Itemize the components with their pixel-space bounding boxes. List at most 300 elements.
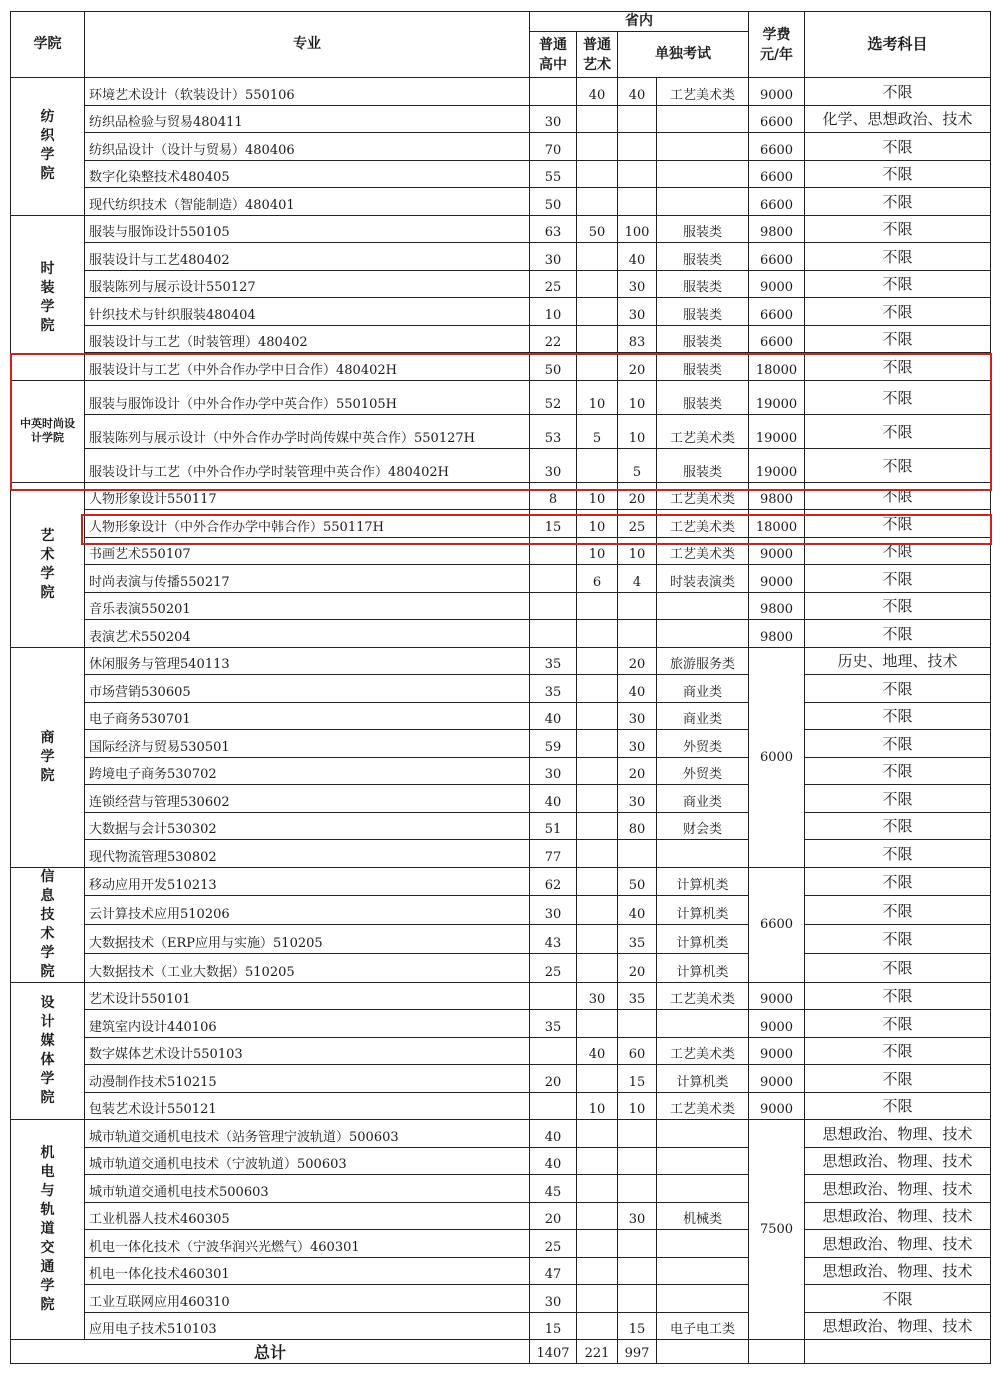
table-row (11, 867, 991, 896)
table-row (11, 1230, 991, 1258)
general-hs-quota: 47 (530, 1257, 577, 1285)
exam-category: 计算机类 (657, 1065, 749, 1093)
elective-subjects: 不限 (805, 243, 991, 271)
table-row (11, 592, 991, 620)
general-hs-quota (530, 1092, 577, 1120)
general-art-quota: 10 (577, 380, 618, 414)
single-exam-quota: 15 (618, 1312, 657, 1340)
single-exam-quota: 20 (618, 353, 657, 381)
table-row (11, 298, 991, 326)
major-name: 城市轨道交通机电技术（宁波轨道）500603 (85, 1147, 530, 1175)
table-row (11, 1312, 991, 1340)
exam-category: 工艺美术类 (657, 1092, 749, 1120)
elective-subjects: 不限 (805, 925, 991, 954)
table-row (11, 1037, 991, 1065)
general-art-quota (577, 840, 618, 868)
general-art-quota (577, 896, 618, 925)
elective-subjects: 不限 (805, 448, 991, 482)
general-hs-quota: 51 (530, 812, 577, 840)
exam-category: 工艺美术类 (657, 982, 749, 1010)
exam-category (657, 840, 749, 868)
exam-category (657, 1120, 749, 1148)
general-art-quota (577, 592, 618, 620)
general-hs-quota: 35 (530, 647, 577, 675)
table-row (11, 896, 991, 925)
tuition-fee: 9000 (749, 537, 805, 565)
table-row (11, 353, 991, 381)
tuition-fee: 9800 (749, 592, 805, 620)
exam-category: 工艺美术类 (657, 78, 749, 106)
elective-subjects: 不限 (805, 298, 991, 326)
header-single-exam: 单独考试 (618, 32, 749, 78)
exam-category: 财会类 (657, 812, 749, 840)
table-row (11, 510, 991, 538)
general-art-quota (577, 1120, 618, 1148)
header-major: 专业 (85, 12, 530, 78)
table-row (11, 215, 991, 243)
tuition-fee: 7500 (749, 1120, 805, 1340)
general-hs-quota: 35 (530, 1010, 577, 1038)
total-art: 221 (577, 1340, 618, 1364)
major-name: 机电一体化技术（宁波华润兴光燃气）460301 (85, 1230, 530, 1258)
exam-category: 工艺美术类 (657, 482, 749, 510)
general-hs-quota: 40 (530, 785, 577, 813)
tuition-fee: 18000 (749, 353, 805, 381)
general-hs-quota: 20 (530, 1202, 577, 1230)
general-art-quota: 10 (577, 482, 618, 510)
elective-subjects: 思想政治、物理、技术 (805, 1230, 991, 1258)
single-exam-quota: 20 (618, 647, 657, 675)
table-row (11, 1092, 991, 1120)
tuition-fee: 9000 (749, 982, 805, 1010)
major-name: 时尚表演与传播550217 (85, 565, 530, 593)
elective-subjects: 思想政治、物理、技术 (805, 1312, 991, 1340)
tuition-fee: 6600 (749, 325, 805, 353)
college-cell (11, 78, 85, 216)
tuition-fee: 19000 (749, 414, 805, 448)
general-art-quota: 10 (577, 1092, 618, 1120)
major-name: 大数据技术（ERP应用与实施）510205 (85, 925, 530, 954)
elective-subjects: 不限 (805, 510, 991, 538)
college-cell (11, 482, 85, 647)
single-exam-quota: 10 (618, 537, 657, 565)
general-art-quota (577, 448, 618, 482)
elective-subjects: 不限 (805, 982, 991, 1010)
major-name: 服装设计与工艺（中外合作办学中日合作）480402H (85, 353, 530, 381)
general-art-quota (577, 812, 618, 840)
college-cell (11, 867, 85, 982)
general-art-quota: 6 (577, 565, 618, 593)
total-hs: 1407 (530, 1340, 577, 1364)
general-art-quota (577, 675, 618, 703)
general-art-quota (577, 325, 618, 353)
college-name: 中英时尚设计学院 (20, 417, 75, 444)
exam-category: 计算机类 (657, 925, 749, 954)
tuition-fee: 6600 (749, 160, 805, 188)
general-art-quota (577, 298, 618, 326)
general-hs-quota: 25 (530, 953, 577, 982)
elective-subjects: 不限 (805, 1092, 991, 1120)
elective-subjects: 化学、思想政治、技术 (805, 105, 991, 133)
exam-category: 服装类 (657, 325, 749, 353)
table-row (11, 565, 991, 593)
major-name: 音乐表演550201 (85, 592, 530, 620)
single-exam-quota: 50 (618, 867, 657, 896)
general-hs-quota: 30 (530, 105, 577, 133)
general-hs-quota: 25 (530, 270, 577, 298)
table-row (11, 537, 991, 565)
single-exam-quota: 20 (618, 757, 657, 785)
exam-category: 计算机类 (657, 953, 749, 982)
total-label: 总计 (11, 1340, 530, 1364)
exam-category: 旅游服务类 (657, 647, 749, 675)
major-name: 人物形象设计（中外合作办学中韩合作）550117H (85, 510, 530, 538)
elective-subjects: 不限 (805, 380, 991, 414)
table-row (11, 243, 991, 271)
elective-subjects: 不限 (805, 270, 991, 298)
major-name: 应用电子技术510103 (85, 1312, 530, 1340)
major-name: 休闲服务与管理540113 (85, 647, 530, 675)
general-hs-quota: 50 (530, 188, 577, 216)
general-hs-quota: 30 (530, 757, 577, 785)
single-exam-quota: 30 (618, 1202, 657, 1230)
general-hs-quota: 40 (530, 1120, 577, 1148)
general-hs-quota: 55 (530, 160, 577, 188)
elective-subjects: 思想政治、物理、技术 (805, 1120, 991, 1148)
general-hs-quota: 52 (530, 380, 577, 414)
general-art-quota (577, 1175, 618, 1203)
major-name: 工业互联网应用460310 (85, 1285, 530, 1313)
general-art-quota (577, 160, 618, 188)
tuition-fee: 9000 (749, 1092, 805, 1120)
general-hs-quota: 30 (530, 1285, 577, 1313)
general-hs-quota: 62 (530, 867, 577, 896)
table-row (11, 757, 991, 785)
single-exam-quota (618, 188, 657, 216)
tuition-fee: 9800 (749, 482, 805, 510)
major-name: 服装设计与工艺（时装管理）480402 (85, 325, 530, 353)
table-row (11, 325, 991, 353)
major-name: 服装与服饰设计（中外合作办学中英合作）550105H (85, 380, 530, 414)
table-row (11, 620, 991, 648)
single-exam-quota: 20 (618, 953, 657, 982)
elective-subjects: 不限 (805, 896, 991, 925)
exam-category (657, 1230, 749, 1258)
major-name: 服装陈列与展示设计（中外合作办学时尚传媒中英合作）550127H (85, 414, 530, 448)
elective-subjects: 不限 (805, 133, 991, 161)
general-art-quota: 30 (577, 982, 618, 1010)
elective-subjects: 不限 (805, 1065, 991, 1093)
general-hs-quota (530, 1037, 577, 1065)
college-name: 时装学院 (40, 260, 55, 334)
major-name: 城市轨道交通机电技术500603 (85, 1175, 530, 1203)
major-name: 国际经济与贸易530501 (85, 730, 530, 758)
exam-category: 服装类 (657, 298, 749, 326)
elective-subjects: 不限 (805, 78, 991, 106)
tuition-fee: 9000 (749, 1065, 805, 1093)
table-row (11, 1147, 991, 1175)
table-row (11, 1257, 991, 1285)
table-row (11, 105, 991, 133)
major-name: 跨境电子商务530702 (85, 757, 530, 785)
elective-subjects: 不限 (805, 675, 991, 703)
major-name: 建筑室内设计440106 (85, 1010, 530, 1038)
general-hs-quota: 20 (530, 1065, 577, 1093)
college-name: 设计媒体学院 (40, 994, 55, 1106)
major-name: 现代纺织技术（智能制造）480401 (85, 188, 530, 216)
college-name: 纺织学院 (40, 109, 55, 183)
major-name: 针织技术与针织服装480404 (85, 298, 530, 326)
single-exam-quota (618, 620, 657, 648)
table-row (11, 133, 991, 161)
single-exam-quota: 30 (618, 730, 657, 758)
single-exam-quota: 40 (618, 78, 657, 106)
elective-subjects: 历史、地理、技术 (805, 647, 991, 675)
single-exam-quota (618, 1230, 657, 1258)
college-cell (11, 982, 85, 1120)
exam-category: 服装类 (657, 270, 749, 298)
header-general-art: 普通艺术 (577, 32, 618, 78)
exam-category: 服装类 (657, 448, 749, 482)
elective-subjects: 不限 (805, 867, 991, 896)
general-hs-quota (530, 78, 577, 106)
major-name: 艺术设计550101 (85, 982, 530, 1010)
tuition-fee: 18000 (749, 510, 805, 538)
elective-subjects: 不限 (805, 482, 991, 510)
general-art-quota (577, 188, 618, 216)
single-exam-quota (618, 1010, 657, 1038)
table-row (11, 380, 991, 414)
single-exam-quota: 100 (618, 215, 657, 243)
major-name: 大数据与会计530302 (85, 812, 530, 840)
table-row (11, 675, 991, 703)
tuition-fee: 6600 (749, 243, 805, 271)
college-cell (11, 215, 85, 380)
table-row (11, 1010, 991, 1038)
general-art-quota (577, 647, 618, 675)
exam-category: 商业类 (657, 675, 749, 703)
general-art-quota (577, 1285, 618, 1313)
exam-category: 工艺美术类 (657, 1037, 749, 1065)
elective-subjects: 不限 (805, 730, 991, 758)
general-hs-quota: 15 (530, 510, 577, 538)
general-art-quota (577, 1147, 618, 1175)
exam-category: 外贸类 (657, 730, 749, 758)
elective-subjects: 不限 (805, 188, 991, 216)
major-name: 书画艺术550107 (85, 537, 530, 565)
elective-subjects: 不限 (805, 1010, 991, 1038)
major-name: 服装设计与工艺480402 (85, 243, 530, 271)
elective-subjects: 思想政治、物理、技术 (805, 1257, 991, 1285)
single-exam-quota: 25 (618, 510, 657, 538)
elective-subjects: 不限 (805, 1285, 991, 1313)
general-hs-quota (530, 620, 577, 648)
table-row (11, 414, 991, 448)
major-name: 包装艺术设计550121 (85, 1092, 530, 1120)
total-row (11, 1340, 991, 1364)
college-name: 艺术学院 (40, 527, 55, 601)
elective-subjects: 不限 (805, 160, 991, 188)
elective-subjects: 不限 (805, 953, 991, 982)
single-exam-quota: 10 (618, 1092, 657, 1120)
major-name: 动漫制作技术510215 (85, 1065, 530, 1093)
general-hs-quota: 30 (530, 448, 577, 482)
college-cell (11, 647, 85, 867)
major-name: 服装与服饰设计550105 (85, 215, 530, 243)
general-hs-quota: 70 (530, 133, 577, 161)
single-exam-quota: 30 (618, 702, 657, 730)
exam-category: 外贸类 (657, 757, 749, 785)
total-empty (749, 1340, 805, 1364)
general-art-quota (577, 925, 618, 954)
exam-category: 工艺美术类 (657, 510, 749, 538)
table-row (11, 840, 991, 868)
exam-category (657, 160, 749, 188)
total-se: 997 (618, 1340, 657, 1364)
general-art-quota: 40 (577, 1037, 618, 1065)
table-row (11, 448, 991, 482)
general-art-quota (577, 1010, 618, 1038)
general-art-quota (577, 1312, 618, 1340)
major-name: 数字媒体艺术设计550103 (85, 1037, 530, 1065)
elective-subjects: 不限 (805, 325, 991, 353)
general-hs-quota (530, 565, 577, 593)
college-cell (11, 1120, 85, 1340)
exam-category: 服装类 (657, 353, 749, 381)
elective-subjects: 不限 (805, 785, 991, 813)
single-exam-quota: 10 (618, 380, 657, 414)
major-name: 人物形象设计550117 (85, 482, 530, 510)
college-name: 机电与轨道交通学院 (40, 1145, 55, 1313)
exam-category (657, 1285, 749, 1313)
major-name: 电子商务530701 (85, 702, 530, 730)
table-row (11, 1065, 991, 1093)
single-exam-quota (618, 1257, 657, 1285)
exam-category (657, 592, 749, 620)
single-exam-quota: 30 (618, 270, 657, 298)
general-hs-quota: 10 (530, 298, 577, 326)
tuition-fee: 9000 (749, 78, 805, 106)
single-exam-quota: 15 (618, 1065, 657, 1093)
general-hs-quota: 30 (530, 243, 577, 271)
exam-category (657, 105, 749, 133)
general-hs-quota: 22 (530, 325, 577, 353)
general-hs-quota: 63 (530, 215, 577, 243)
single-exam-quota (618, 840, 657, 868)
single-exam-quota: 40 (618, 675, 657, 703)
general-art-quota (577, 1065, 618, 1093)
general-art-quota (577, 620, 618, 648)
elective-subjects: 思想政治、物理、技术 (805, 1202, 991, 1230)
single-exam-quota (618, 105, 657, 133)
general-hs-quota: 50 (530, 353, 577, 381)
tuition-fee: 9800 (749, 620, 805, 648)
major-name: 云计算技术应用510206 (85, 896, 530, 925)
table-row (11, 812, 991, 840)
exam-category: 服装类 (657, 243, 749, 271)
single-exam-quota: 20 (618, 482, 657, 510)
general-art-quota: 40 (577, 78, 618, 106)
exam-category: 电子电工类 (657, 1312, 749, 1340)
exam-category: 工艺美术类 (657, 414, 749, 448)
elective-subjects: 不限 (805, 592, 991, 620)
elective-subjects: 不限 (805, 620, 991, 648)
table-row (11, 160, 991, 188)
elective-subjects: 不限 (805, 812, 991, 840)
elective-subjects: 思想政治、物理、技术 (805, 1175, 991, 1203)
single-exam-quota: 10 (618, 414, 657, 448)
college-cell (11, 380, 85, 482)
table-row (11, 1175, 991, 1203)
tuition-fee: 6600 (749, 188, 805, 216)
header-general-hs: 普通高中 (530, 32, 577, 78)
exam-category (657, 1175, 749, 1203)
single-exam-quota: 30 (618, 785, 657, 813)
exam-category: 商业类 (657, 702, 749, 730)
elective-subjects: 不限 (805, 757, 991, 785)
single-exam-quota: 40 (618, 896, 657, 925)
general-hs-quota: 35 (530, 675, 577, 703)
college-name: 信息技术学院 (40, 868, 55, 980)
header-fee: 学费元/年 (749, 12, 805, 78)
general-art-quota: 10 (577, 510, 618, 538)
table-row (11, 1120, 991, 1148)
major-name: 城市轨道交通机电技术（站务管理宁波轨道）500603 (85, 1120, 530, 1148)
exam-category (657, 1257, 749, 1285)
general-art-quota (577, 133, 618, 161)
general-art-quota (577, 1230, 618, 1258)
elective-subjects: 不限 (805, 1037, 991, 1065)
table-row (11, 925, 991, 954)
single-exam-quota (618, 1147, 657, 1175)
single-exam-quota: 5 (618, 448, 657, 482)
tuition-fee: 9800 (749, 215, 805, 243)
exam-category (657, 1147, 749, 1175)
exam-category: 工艺美术类 (657, 537, 749, 565)
general-art-quota: 5 (577, 414, 618, 448)
single-exam-quota (618, 592, 657, 620)
exam-category: 服装类 (657, 215, 749, 243)
elective-subjects: 不限 (805, 565, 991, 593)
table-row (11, 188, 991, 216)
general-hs-quota: 25 (530, 1230, 577, 1258)
header-province: 省内 (530, 12, 749, 32)
general-art-quota (577, 353, 618, 381)
single-exam-quota (618, 133, 657, 161)
elective-subjects: 不限 (805, 702, 991, 730)
exam-category: 商业类 (657, 785, 749, 813)
table-row (11, 702, 991, 730)
single-exam-quota (618, 1175, 657, 1203)
general-hs-quota: 40 (530, 702, 577, 730)
major-name: 环境艺术设计（软装设计）550106 (85, 78, 530, 106)
major-name: 服装设计与工艺（中外合作办学时装管理中英合作）480402H (85, 448, 530, 482)
single-exam-quota: 83 (618, 325, 657, 353)
table-row (11, 1202, 991, 1230)
elective-subjects: 不限 (805, 353, 991, 381)
exam-category (657, 188, 749, 216)
general-hs-quota: 77 (530, 840, 577, 868)
general-hs-quota (530, 592, 577, 620)
general-art-quota (577, 730, 618, 758)
major-name: 移动应用开发510213 (85, 867, 530, 896)
tuition-fee: 9000 (749, 565, 805, 593)
general-art-quota (577, 243, 618, 271)
general-art-quota (577, 785, 618, 813)
major-name: 大数据技术（工业大数据）510205 (85, 953, 530, 982)
exam-category: 时装表演类 (657, 565, 749, 593)
tuition-fee: 6600 (749, 298, 805, 326)
